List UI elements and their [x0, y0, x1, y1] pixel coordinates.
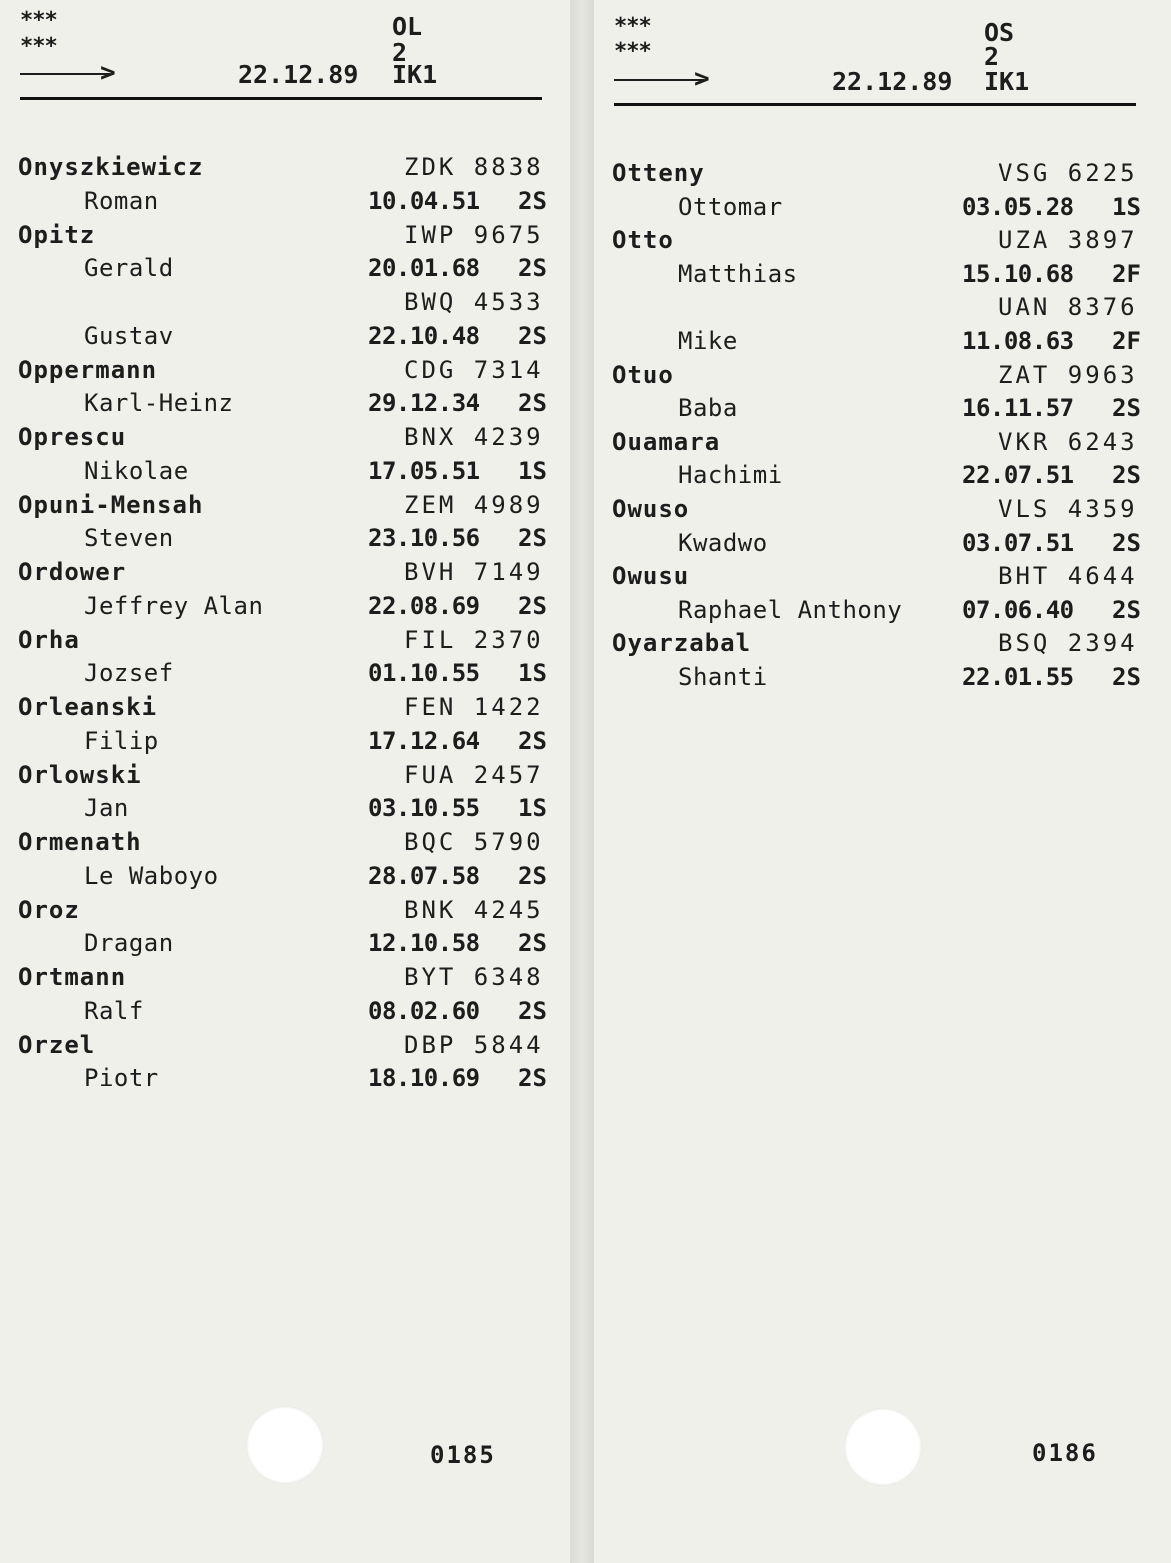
entry-given-name: Steven: [84, 524, 174, 553]
entry-class: 2S: [1112, 595, 1141, 624]
entry-surname: Opuni-Mensah: [18, 490, 204, 519]
entry-given-name: Jan: [84, 794, 129, 823]
entry-surname: Ortmann: [18, 963, 127, 991]
entry-row: [0, 355, 560, 385]
entry-row: [0, 962, 560, 992]
entry-birth-date: 22.07.51: [962, 461, 1074, 490]
entry-class: 2S: [1112, 528, 1141, 557]
entry-code: ZDK 8838: [404, 153, 544, 181]
entry-surname: Oroz: [18, 895, 80, 924]
card-number: 0185: [430, 1441, 496, 1469]
entry-row: [0, 895, 560, 925]
entry-birth-date: 23.10.56: [368, 524, 480, 553]
arrowhead-icon: >: [100, 58, 116, 88]
entry-class: 2S: [1112, 394, 1141, 423]
entry-row: [0, 388, 560, 418]
entry-class: 2S: [518, 591, 547, 620]
entry-given-name: Jozsef: [84, 659, 174, 688]
entry-code: ZAT 9963: [998, 360, 1138, 389]
entry-birth-date: 18.10.69: [368, 1064, 480, 1093]
entry-birth-date: 22.08.69: [368, 591, 480, 620]
entry-row: [594, 561, 1154, 591]
entry-row: [0, 152, 560, 182]
entry-row: [0, 1030, 560, 1060]
entry-surname: Otuo: [612, 360, 674, 389]
entry-row: [0, 220, 560, 250]
entry-given-name: Piotr: [84, 1064, 159, 1093]
entry-code: FIL 2370: [404, 625, 544, 654]
entry-row: [0, 658, 560, 688]
card-code: OL: [392, 12, 423, 41]
entry-code: BSQ 2394: [998, 629, 1138, 658]
entry-class: 2S: [518, 726, 547, 755]
entry-row: [594, 662, 1154, 692]
card-date: 22.12.89: [238, 60, 359, 89]
entry-row: [0, 625, 560, 655]
entry-code: CDG 7314: [404, 355, 544, 384]
entry-class: 2S: [1112, 663, 1141, 691]
card-unit: IK1: [392, 60, 438, 89]
entry-birth-date: 29.12.34: [368, 389, 480, 418]
entry-given-name: Nikolae: [84, 456, 189, 485]
card-part: 2: [392, 38, 408, 67]
entry-class: 2S: [518, 254, 547, 283]
entry-row: [0, 726, 560, 756]
entry-code: FEN 1422: [404, 693, 544, 721]
entry-class: 2S: [518, 321, 547, 350]
entry-surname: Oppermann: [18, 355, 158, 384]
entry-birth-date: 07.06.40: [962, 595, 1074, 624]
entry-surname: Otteny: [612, 159, 705, 187]
entry-birth-date: 15.10.68: [962, 259, 1074, 288]
entry-birth-date: 03.07.51: [962, 528, 1074, 557]
entry-birth-date: 03.05.28: [962, 192, 1074, 221]
entry-birth-date: 08.02.60: [368, 996, 480, 1025]
entry-surname: Onyszkiewicz: [18, 153, 204, 181]
entry-surname: Oprescu: [18, 423, 127, 451]
entry-given-name: Ottomar: [678, 192, 783, 221]
entry-row: [0, 760, 560, 790]
stars-line-2: ***: [614, 39, 651, 64]
entry-code: BHT 4644: [998, 562, 1138, 591]
entry-code: DBP 5844: [404, 1030, 544, 1059]
entry-surname: Ordower: [18, 558, 127, 586]
entry-row: [0, 253, 560, 283]
entry-code: BNK 4245: [404, 895, 544, 924]
entry-given-name: Dragan: [84, 929, 174, 958]
stars-line-1: ***: [20, 8, 57, 33]
entry-given-name: Jeffrey Alan: [84, 591, 264, 620]
entry-given-name: Karl-Heinz: [84, 389, 234, 418]
entry-birth-date: 22.01.55: [962, 663, 1074, 691]
entry-given-name: Gustav: [84, 321, 174, 350]
entry-row: [594, 494, 1154, 524]
entry-birth-date: 10.04.51: [368, 186, 480, 215]
entry-row: [0, 928, 560, 958]
entry-class: 1S: [1112, 192, 1141, 221]
entry-row: [594, 225, 1154, 255]
entry-row: [594, 326, 1154, 356]
entry-row: [594, 427, 1154, 457]
entry-surname: Orlowski: [18, 760, 142, 789]
entry-surname: Owuso: [612, 495, 690, 523]
entry-birth-date: 03.10.55: [368, 794, 480, 823]
punch-hole: [246, 1406, 324, 1484]
entry-row: [594, 192, 1154, 222]
entry-row: [594, 360, 1154, 390]
entry-surname: Oyarzabal: [612, 629, 752, 658]
stars-line-2: ***: [20, 34, 57, 59]
entry-row: [0, 490, 560, 520]
entry-birth-date: 17.12.64: [368, 726, 480, 755]
entry-surname: Orha: [18, 625, 80, 654]
entry-row: [594, 595, 1154, 625]
arrowhead-icon: >: [694, 64, 710, 94]
header-rule: [20, 97, 542, 100]
card-date: 22.12.89: [832, 67, 953, 96]
entry-surname: Ouamara: [612, 427, 721, 456]
entry-class: 2S: [518, 996, 547, 1025]
entry-class: 2S: [518, 861, 547, 890]
card-gap: [570, 0, 594, 1563]
entry-given-name: Roman: [84, 186, 159, 215]
card-part: 2: [984, 42, 1000, 71]
entry-given-name: Raphael Anthony: [678, 595, 903, 624]
entry-row: [0, 1063, 560, 1093]
entry-birth-date: 22.10.48: [368, 321, 480, 350]
entry-birth-date: 12.10.58: [368, 929, 480, 958]
index-card-left: [0, 0, 570, 1563]
entry-row: [0, 287, 560, 317]
entry-row: [0, 186, 560, 216]
entry-class: 2S: [518, 1064, 547, 1093]
card-number: 0186: [1032, 1439, 1098, 1467]
entry-row: [594, 158, 1154, 188]
entry-row: [0, 591, 560, 621]
entry-code: VKR 6243: [998, 427, 1138, 456]
entry-surname: Ormenath: [18, 828, 142, 856]
entry-class: 2S: [518, 186, 547, 215]
entry-class: 1S: [518, 456, 547, 485]
entry-given-name: Hachimi: [678, 461, 783, 490]
entry-birth-date: 17.05.51: [368, 456, 480, 485]
entry-class: 1S: [518, 659, 547, 688]
entry-class: 2S: [1112, 461, 1141, 490]
entry-surname: Orzel: [18, 1030, 96, 1059]
entry-birth-date: 28.07.58: [368, 861, 480, 890]
entry-row: [594, 259, 1154, 289]
entry-code: UAN 8376: [998, 293, 1138, 322]
entry-code: BVH 7149: [404, 558, 544, 586]
entry-row: [0, 692, 560, 722]
entry-row: [594, 292, 1154, 322]
entry-given-name: Gerald: [84, 254, 174, 283]
entry-birth-date: 11.08.63: [962, 327, 1074, 355]
entry-birth-date: 16.11.57: [962, 394, 1074, 423]
entry-surname: Owusu: [612, 562, 690, 591]
entry-row: [0, 861, 560, 891]
header-rule: [614, 103, 1136, 106]
entry-given-name: Kwadwo: [678, 528, 768, 557]
entry-row: [594, 460, 1154, 490]
entry-code: VSG 6225: [998, 159, 1138, 187]
entry-class: 1S: [518, 794, 547, 823]
entry-row: [0, 456, 560, 486]
entry-given-name: Mike: [678, 327, 738, 355]
entry-surname: Orleanski: [18, 693, 158, 721]
entry-code: BNX 4239: [404, 423, 544, 451]
entry-code: BQC 5790: [404, 828, 544, 856]
entry-class: 2S: [518, 389, 547, 418]
stars-line-1: ***: [614, 14, 651, 39]
card-code: OS: [984, 18, 1015, 47]
entry-row: [594, 628, 1154, 658]
entry-code: ZEM 4989: [404, 490, 544, 519]
arrow-icon: [20, 73, 110, 75]
entry-row: [0, 321, 560, 351]
entry-given-name: Ralf: [84, 996, 144, 1025]
entry-given-name: Matthias: [678, 259, 798, 288]
entry-code: FUA 2457: [404, 760, 544, 789]
entry-row: [0, 523, 560, 553]
entry-class: 2S: [518, 524, 547, 553]
entry-code: BYT 6348: [404, 963, 544, 991]
entry-class: 2F: [1112, 327, 1141, 355]
entry-row: [594, 528, 1154, 558]
card-unit: IK1: [984, 67, 1030, 96]
entry-code: UZA 3897: [998, 226, 1138, 255]
entry-row: [594, 393, 1154, 423]
entry-code: VLS 4359: [998, 495, 1138, 523]
index-card-right: [594, 0, 1171, 1563]
entry-class: 2F: [1112, 259, 1141, 288]
entry-row: [0, 793, 560, 823]
entry-row: [0, 996, 560, 1026]
entry-given-name: Le Waboyo: [84, 861, 219, 890]
entry-surname: Otto: [612, 226, 674, 255]
entry-code: BWQ 4533: [404, 288, 544, 316]
entry-class: 2S: [518, 929, 547, 958]
entry-row: [0, 557, 560, 587]
entry-given-name: Shanti: [678, 663, 768, 691]
punch-hole: [844, 1408, 922, 1486]
entry-birth-date: 20.01.68: [368, 254, 480, 283]
entry-code: IWP 9675: [404, 220, 544, 249]
entry-given-name: Baba: [678, 394, 738, 423]
entry-surname: Opitz: [18, 220, 96, 249]
arrow-icon: [614, 79, 704, 81]
entry-birth-date: 01.10.55: [368, 659, 480, 688]
entry-given-name: Filip: [84, 726, 159, 755]
entry-row: [0, 422, 560, 452]
entry-row: [0, 827, 560, 857]
